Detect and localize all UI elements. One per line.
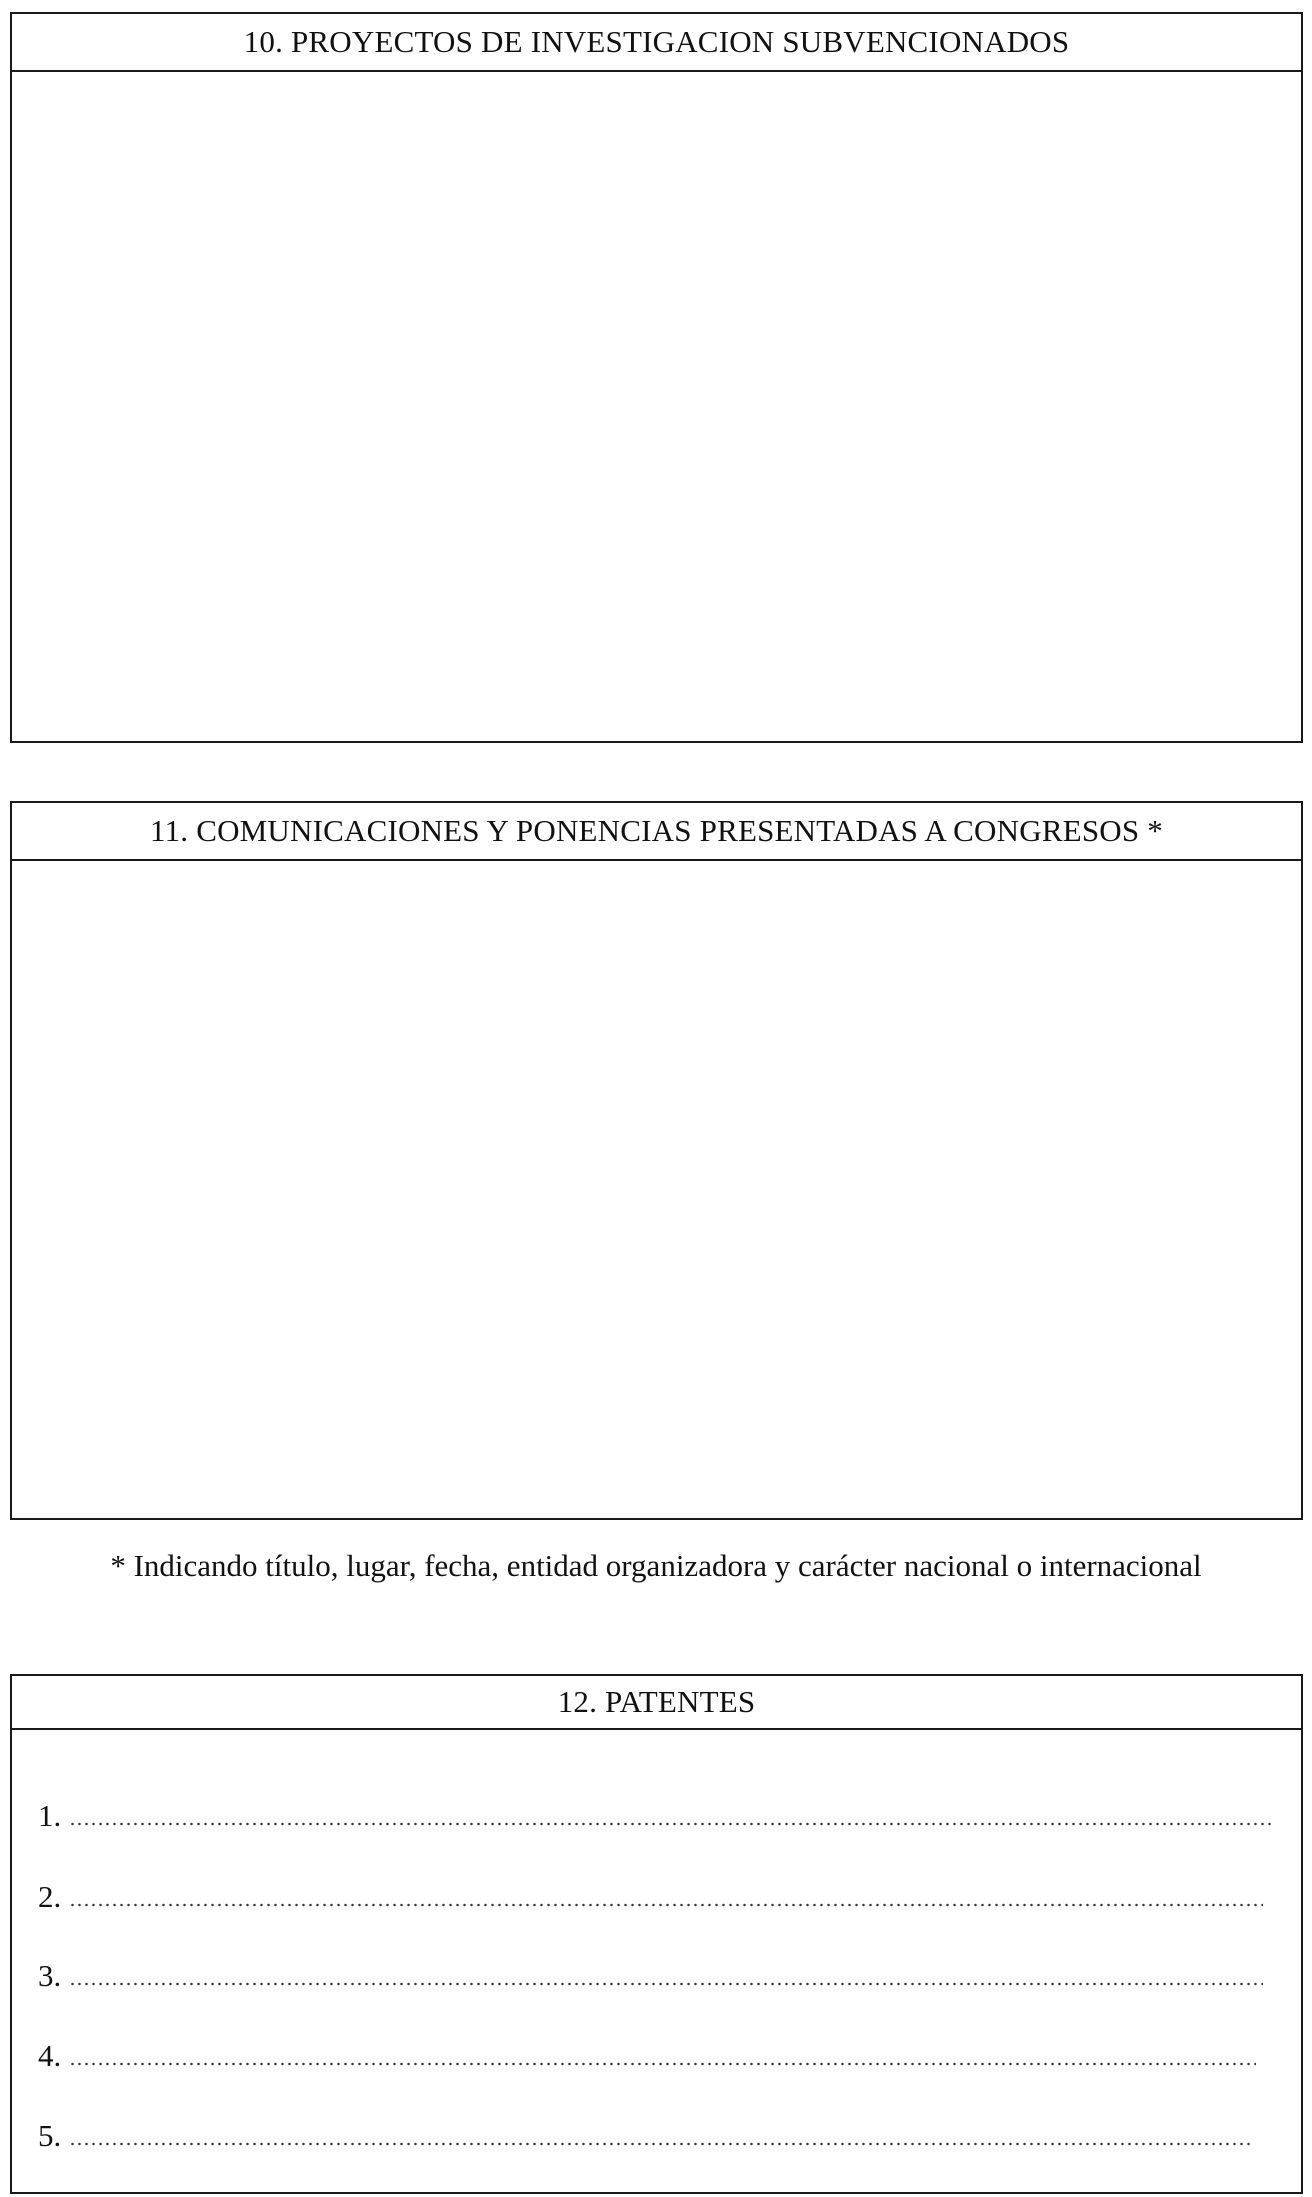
dotted-fill-line: [69, 2062, 1256, 2066]
patent-number: 2.: [38, 1879, 62, 1914]
dotted-fill-line: [69, 1903, 1263, 1907]
patent-number: 1.: [38, 1798, 62, 1833]
patent-number: 3.: [38, 1958, 62, 1993]
patent-number: 5.: [38, 2118, 62, 2153]
footnote: * Indicando título, lugar, fecha, entidad organizadora y carácter nacional o internacional: [110, 1548, 1202, 1583]
patent-line[interactable]: [38, 1875, 1263, 1915]
patent-number: 4.: [38, 2038, 62, 2073]
patent-line[interactable]: [38, 2114, 1253, 2154]
section-research-projects: [10, 12, 1303, 743]
patent-line[interactable]: [38, 2034, 1256, 2074]
dotted-fill-line: [69, 1822, 1273, 1826]
section-title: 10. PROYECTOS DE INVESTIGACION SUBVENCIONADOS: [12, 14, 1301, 72]
section-congress-communications: [10, 801, 1303, 1520]
dotted-fill-line: [69, 2142, 1253, 2146]
patent-line[interactable]: [38, 1794, 1273, 1834]
section-title: 11. COMUNICACIONES Y PONENCIAS PRESENTADAS A CONGRESOS *: [12, 803, 1301, 861]
section-patents: [10, 1674, 1303, 2194]
patent-line[interactable]: [38, 1954, 1263, 1994]
dotted-fill-line: [69, 1982, 1263, 1986]
section-title: 12. PATENTES: [12, 1676, 1301, 1730]
